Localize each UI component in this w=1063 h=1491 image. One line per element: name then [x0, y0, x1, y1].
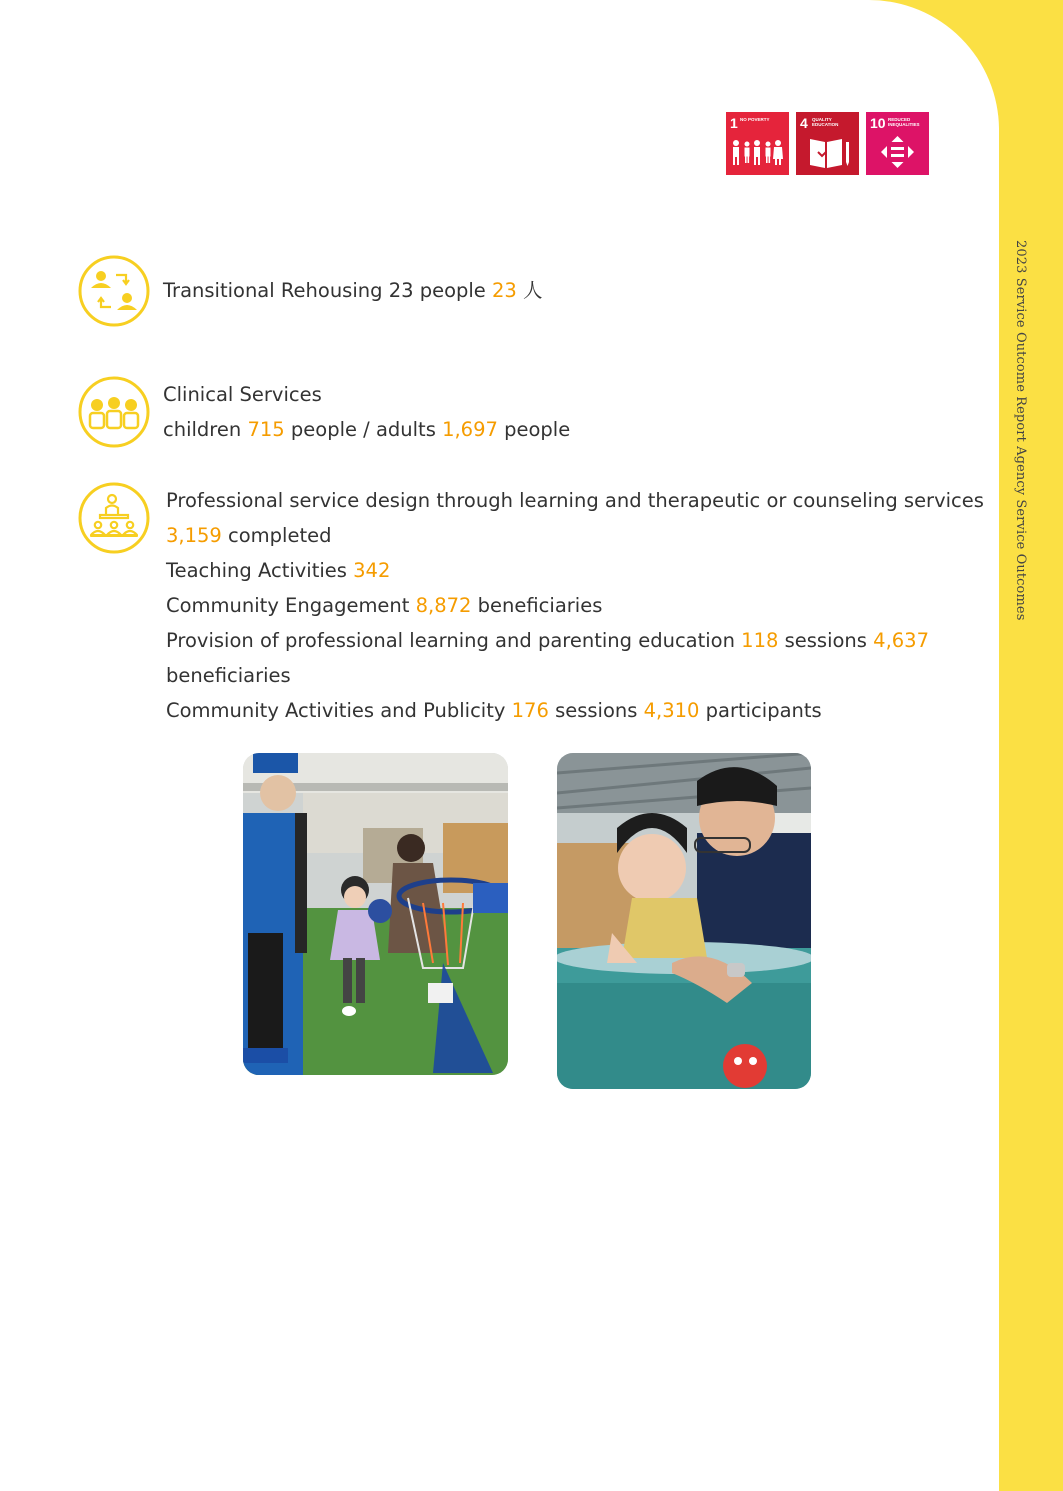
sdg-badge-10 [866, 112, 929, 175]
clinical-end-text: people [504, 418, 571, 441]
clinical-mid-text: people / adults [290, 418, 436, 441]
sdg-badge-4 [796, 112, 859, 175]
children-value: 715 [247, 418, 285, 441]
community-value: 8,872 [415, 594, 472, 617]
publicity-unit: participants [705, 699, 822, 722]
completed-line [166, 518, 984, 553]
clinical-services-icon [78, 376, 150, 448]
rehousing-unit: 人 [523, 279, 543, 302]
community-line [166, 588, 984, 623]
sdg-number: 1 [730, 115, 738, 131]
equality-arrows-icon [866, 112, 929, 175]
provision-label: Provision of professional learning and parenting education [166, 629, 735, 652]
sdg-number: 4 [800, 115, 808, 131]
book-pencil-icon [796, 112, 859, 175]
teaching-label: Teaching Activities [166, 559, 347, 582]
photo-basketball-play [243, 753, 508, 1075]
children-label: children [163, 418, 242, 441]
completed-text: completed [228, 524, 332, 547]
sdg-label: REDUCED INEQUALITIES [888, 117, 920, 127]
teaching-line [166, 553, 984, 588]
clinical-title: Clinical Services [163, 383, 322, 406]
publicity-participants: 4,310 [643, 699, 700, 722]
rehousing-stat [163, 273, 543, 308]
family-icon [726, 112, 789, 175]
clinical-stat [163, 377, 570, 447]
sessions-word: sessions [784, 629, 867, 652]
rehousing-value: 23 [492, 279, 517, 302]
clinical-detail [163, 412, 570, 447]
sdg-badge-1 [726, 112, 789, 175]
publicity-sessions: 176 [511, 699, 549, 722]
sdg-label: QUALITY EDUCATION [812, 117, 839, 127]
provision-line [166, 623, 984, 658]
community-unit: beneficiaries [477, 594, 603, 617]
photo-water-therapy [557, 753, 811, 1089]
publicity-line [166, 693, 984, 728]
sdg-number: 10 [870, 115, 886, 131]
teaching-value: 342 [353, 559, 391, 582]
adults-value: 1,697 [442, 418, 498, 441]
provision-unit-line: beneficiaries [166, 664, 291, 687]
rehousing-icon [78, 255, 150, 327]
publicity-sessions-word: sessions [555, 699, 638, 722]
completed-value: 3,159 [166, 524, 222, 547]
provision-beneficiaries: 4,637 [873, 629, 929, 652]
side-running-title: 2023 Service Outcome Report Agency Service Outcomes [1013, 240, 1028, 621]
professional-stats [166, 483, 984, 728]
provision-sessions: 118 [741, 629, 779, 652]
professional-line1: Professional service design through learning and therapeutic or counseling services [166, 489, 984, 512]
teaching-icon [78, 482, 150, 554]
publicity-label: Community Activities and Publicity [166, 699, 506, 722]
community-label: Community Engagement [166, 594, 410, 617]
sdg-label: NO POVERTY [740, 117, 770, 122]
rehousing-label: Transitional Rehousing 23 people [163, 279, 486, 302]
